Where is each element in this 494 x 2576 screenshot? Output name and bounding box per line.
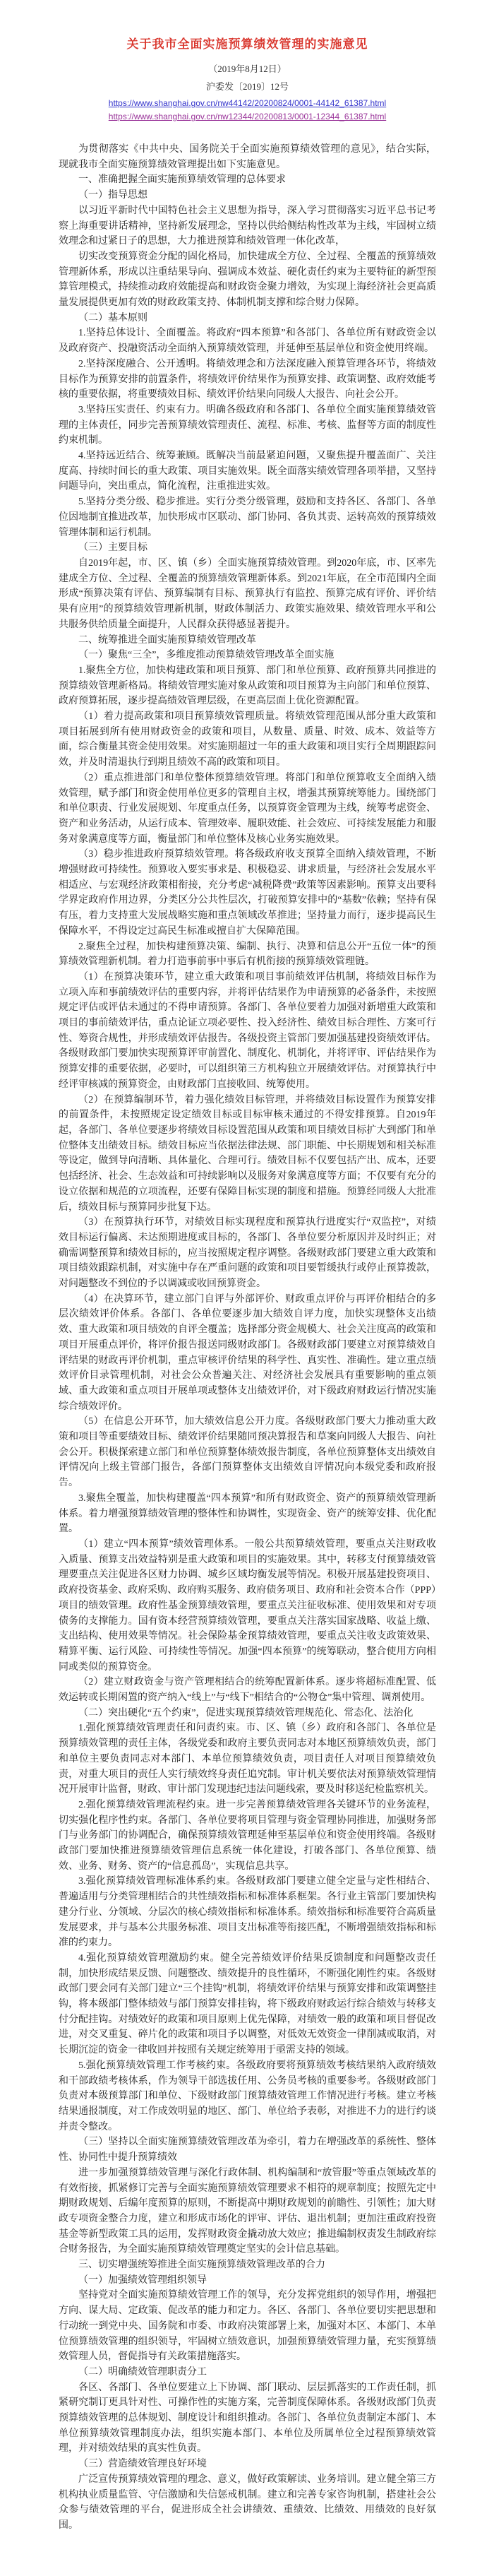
paragraph: 1.强化预算绩效管理责任和问责约束。市、区、镇（乡）政府和各部门、各单位是预算绩效管理的责任主体，各级党委和政府主要负责同志对本地区预算绩效负责，部门和单位主要负责同志对本部门、本单位预算绩效负责，项目责任人对项目预算绩效负责，对重大项目的责任人实行绩效终身责任追究制。审计机关要依法对预算绩效管理情况开展审计监督，财政、审计部门发现违纪违法问题线索，要及时移送纪检监察机关。 — [59, 1723, 436, 1796]
paragraph: 1.聚焦全方位，加快构建政策和项目预算、部门和单位预算、政府预算共同推进的预算绩效管理新格局。将绩效管理实施对象从政策和项目预算为主向部门和单位预算、政府预算拓展，逐步提高绩效管理层级，在更高层面上优化资源配置。 — [59, 665, 436, 707]
subsection-heading: （一）聚焦“三全”，多维度推动预算绩效管理改革全面实施 — [78, 650, 335, 661]
paragraph: 1.坚持总体设计、全面覆盖。将政府“四本预算”和各部门、各单位所有财政资金以及政府资产、投融资活动全面纳入预算绩效管理，并延伸至基层单位和资金使用终端。 — [59, 328, 436, 355]
paragraph: 广泛宣传预算绩效管理的理念、意义，做好政策解读、业务培训。建立健全第三方机构执业质量监管、守信激励和失信惩戒机制。建立和完善专家咨询机制，搭建社会公众参与绩效管理的平台，促进形成全社会讲绩效、重绩效、比绩效、用绩效的良好氛围。 — [59, 2474, 436, 2531]
paragraph: 2.聚焦全过程，加快构建预算决策、编制、执行、决算和信息公开“五位一体”的预算绩效管理新机制。着力打造事前事中事后有机衔接的预算绩效管理链。 — [59, 941, 436, 968]
paragraph: （3）在预算执行环节，对绩效目标实现程度和预算执行进度实行“双监控”，对绩效目标运行偏离、未达预期进度或目标的，各部门、各单位要分析原因并及时纠正；对确需调整预算和绩效目标的，应当按照规定程序调整。各级财政部门要建立重大政策和项目绩效跟踪机制，对实施中存在严重问题的政策和项目要暂缓执行或停止预算拨款，对问题整改不到位的予以调减或收回预算资金。 — [59, 1217, 436, 1290]
paragraph: 2.坚持深度融合、公开透明。将绩效理念和方法深度融入预算管理各环节，将绩效目标作为预算安排的前置条件，将绩效评价结果作为预算安排、政策调整、政府效能考核的重要依据，将重要绩效目标、绩效评价结果向同级人大报告、向社会公开。 — [59, 358, 436, 400]
subsection-heading: （二）明确绩效管理职责分工 — [78, 2366, 207, 2378]
paragraph: 5.坚持分类分级、稳步推进。实行分类分级管理，鼓励和支持各区、各部门、各单位因地制宜推进改革，加快形成市区联动、部门协同、各负其责、运转高效的预算绩效管理体制和运行机制。 — [59, 497, 436, 538]
subsection-heading: （一）加强绩效管理组织领导 — [78, 2274, 207, 2286]
paragraph: 切实改变预算资金分配的固化格局，加快建成全方位、全过程、全覆盖的预算绩效管理新体系，形成以注重结果导向、强调成本效益、硬化责任约束为主要特征的新型预算管理模式，持续推动政府效能提高和财政资金聚力增效，为实现上海经济社会更高质量发展提供更加有效的财政政策支持、体制机制支撑和综合财力保障。 — [59, 251, 436, 309]
paragraph: 3.强化预算绩效管理标准体系约束。各级财政部门要建立健全定量与定性相结合、普遍适用与分类管理相结合的共性绩效指标和标准体系框架。各行业主管部门要加快构建分行业、分领域、分层次的核心绩效指标和标准体系。绩效指标和标准要符合高质量发展要求，并与基本公共服务标准、项目支出标准等衔接匹配，不断增强绩效指标和标准的约束力。 — [59, 1876, 436, 1949]
paragraph: （1）建立“四本预算”绩效管理体系。一般公共预算绩效管理，要重点关注财政收入质量、预算支出效益特别是重大政策和项目的实施效果。其中，转移支付预算绩效管理要重点关注促进各区财力协调、城乡区域均衡发展等情况。积极开展基建投资项目、政府投资基金、政府采购、政府购买服务、政府债务项目、政府和社会资本合作（PPP）项目的绩效管理。政府性基金预算绩效管理，要重点关注征收标准、使用效果和对专项债务的支撑能力。国有资本经营预算绩效管理，要重点关注落实国家战略、收益上缴、支出结构、使用效果等情况。社会保险基金预算绩效管理，要重点关注收支政策效果、精算平衡、运行风险、可持续性等情况。加强“四本预算”的统筹联动，整合使用方向相同或类似的预算资金。 — [59, 1538, 436, 1673]
source-link-2[interactable]: https://www.shanghai.gov.cn/nw12344/20200813/0001-12344_61387.html — [108, 112, 387, 121]
paragraph: 3.聚焦全覆盖，加快构建覆盖“四本预算”和所有财政资金、资产的预算绩效管理新体系。着力增强预算绩效管理的整体性和协调性，实现资金、资产的统筹安排、优化配置。 — [59, 1492, 436, 1535]
section-heading: 三、切实增强统筹推进全面实施预算绩效管理改革的合力 — [78, 2260, 325, 2271]
paragraph: 以习近平新时代中国特色社会主义思想为指导，深入学习贯彻落实习近平总书记考察上海重要讲话精神，坚持新发展理念，坚持以供给侧结构性改革为主线，牢固树立绩效理念和过紧日子的思想，大力推进预算和绩效管理一体化改革， — [59, 205, 436, 247]
subsection-heading: （三）营造绩效管理良好环境 — [78, 2459, 207, 2470]
paragraph: （2）重点推进部门和单位整体预算绩效管理。将部门和单位预算收支全面纳入绩效管理，赋予部门和资金使用单位更多的管理自主权，增强其预算统筹能力。围绕部门和单位职责、行业发展规划、年度重点任务，以预算资金管理为主线，统筹考虑资金、资产和业务活动，从运行成本、管理效率、履职效能、社会效应、可持续发展能力和服务对象满意度等方面，衡量部门和单位整体及核心业务实施效果。 — [59, 772, 436, 845]
paragraph: （3）稳步推进政府预算绩效管理。将各级政府收支预算全面纳入绩效管理，不断增强财政可持续性。预算收入要实事求是、积极稳妥、讲求质量，与经济社会发展水平相适应、与宏观经济政策相衔接，充分考虑“减税降费”政策等因素影响。预算支出要科学界定政府作用边界，分类区分公共性层次，打破预算安排中的“基数”依赖；坚持有保有压，着力支持重大发展战略实施和重点领域改革推进；坚持量力而行，逐步提高民生保障水平，不得设定过高民生标准或擅自扩大保障范围。 — [59, 849, 436, 937]
paragraph: 坚持党对全面实施预算绩效管理工作的领导，充分发挥党组织的领导作用，增强把方向、谋大局、定政策、促改革的能力和定力。各区、各部门、各单位要切实把思想和行动统一到党中央、国务院和市委、市政府决策部署上来，加强对本区、本部门、本单位预算绩效管理的组织领导，牢固树立绩效意识，加强预算绩效管理力量，充实预算绩效管理人员，督促指导有关政策措施落实。 — [59, 2290, 436, 2363]
paragraph: （4）在决算环节，建立部门自评与外部评价、财政重点评价与再评价相结合的多层次绩效评价体系。各部门、各单位要逐步加大绩效自评力度，加快实现整体支出绩效、重大政策和项目绩效的自评全覆盖；选择部分资金规模大、社会关注度高的政策和项目开展重点评价，将评价报告报送同级财政部门。各级财政部门要建立对预算绩效自评结果的财政再评价机制，重点审核评价结果的科学性、真实性、准确性。建立重点绩效评价目录管理机制，对社会公众普遍关注、对经济社会发展具有重要影响的重点领域、重大政策和重点项目开展单项或整体支出绩效评价，对下级政府财政运行情况实施综合绩效评价。 — [59, 1293, 436, 1412]
paragraph: 各区、各部门、各单位要建立上下协调、部门联动、层层抓落实的工作责任制，抓紧研究制订更具针对性、可操作性的实施方案，完善制度保障体系。各级财政部门负责预算绩效管理的总体规划、制度设计和组织推动。各部门、各单位负责制定本部门、本单位预算绩效管理制度办法，组织实施本部门、本单位及所属单位全过程预算绩效管理，并对绩效结果的真实性负责。 — [59, 2382, 436, 2455]
subsection-heading: （三）坚持以全面实施预算绩效管理改革为牵引，着力在增强改革的系统性、整体性、协同性中提升预算绩效 — [59, 2137, 436, 2164]
section-heading: 二、统筹推进全面实施预算绩效管理改革 — [78, 634, 256, 646]
document-number: 沪委发〔2019〕12号 — [205, 81, 289, 92]
subsection-heading: （二）基本原则 — [78, 312, 147, 324]
source-links — [59, 97, 436, 124]
document-title: 关于我市全面实施预算绩效管理的实施意见 — [126, 37, 368, 51]
subsection-heading: （三）主要目标 — [78, 542, 147, 554]
document-date: （2019年8月12日） — [208, 64, 287, 74]
paragraph: 为贯彻落实《中共中央、国务院关于全面实施预算绩效管理的意见》，结合实际，现就我市全面实施预算绩效管理提出如下实施意见。 — [59, 144, 436, 170]
subsection-heading: （一）指导思想 — [78, 190, 147, 201]
paragraph: 5.强化预算绩效管理工作考核约束。各级政府要将预算绩效考核结果纳入政府绩效和干部政绩考核体系，作为领导干部选拔任用、公务员考核的重要参考。各级财政部门负责对本级预算部门和单位、下级财政部门预算绩效管理工作情况进行考核。建立考核结果通报制度，对工作成效明显的地区、部门、单位给予表彰，对推进不力的进行约谈并责令整改。 — [59, 2060, 436, 2132]
paragraph: （2）建立财政资金与资产管理相结合的统筹配置新体系。逐步将超标准配置、低效运转或长期闲置的资产纳入“线上”与“线下”相结合的“公物仓”集中管理、调剂使用。 — [59, 1677, 436, 1704]
paragraph: 4.坚持远近结合、统筹兼顾。既解决当前最紧迫问题，又聚焦提升覆盖面广、关注度高、持续时间长的重大政策、项目实施效果。既全面落实绩效管理各项举措，又坚持问题导向，突出重点，简化流程，注重推进实效。 — [59, 451, 436, 492]
paragraph: 自2019年起，市、区、镇（乡）全面实施预算绩效管理。到2020年底，市、区率先建成全方位、全过程、全覆盖的预算绩效管理新体系。到2021年底，在全市范围内全面形成“预算决策有评估、预算编制有目标、预算执行有监控、预算完成有评价、评价结果有应用”的预算绩效管理新机制，财政体制活力、政策实施效果、绩效管理水平和公共服务供给质量全面提升，人民群众获得感显著提升。 — [59, 557, 436, 630]
subsection-heading: （二）突出硬化“五个约束”，促进实现预算绩效管理规范化、常态化、法治化 — [78, 1707, 414, 1719]
paragraph: 进一步加强预算绩效管理与深化行政体制、机构编制和“放管服”等重点领域改革的有效衔接，抓紧修订完善与全面实施预算绩效管理要求不相符的规章制度；按照先定中期财政规划、后编年度预算的原则，不断提高中期财政规划的前瞻性、引领性；加大财政专项资金整合力度，建立和形成市场化的评审、评估、退出机制；更加注重政府投资基金等新型政策工具的运用，发挥财政资金撬动放大效应；推进编制权责发生制政府综合财务报告，为全面实施预算绩效管理奠定坚实的会计信息基础。 — [59, 2167, 436, 2255]
paragraph: （2）在预算编制环节，着力强化绩效目标管理，并将绩效目标设置作为预算安排的前置条件，未按照规定设定绩效目标或目标审核未通过的不得安排预算。自2019年起，各部门、各单位要逐步将绩效目标设置范围从政策和项目绩效目标扩大到部门和单位整体支出绩效目标。绩效目标应当依据法律法规、部门职能、中长期规划和相关标准等设定，做到导向清晰、具体量化、合理可行。绩效目标不仅要包括产出、成本，还要包括经济、社会、生态效益和可持续影响以及服务对象满意度等方面；不仅要有充分的设立依据和规范的立项流程，还要有保障目标实现的制度和措施。预算经同级人大批准后，绩效目标与预算同步批复下达。 — [59, 1094, 436, 1213]
paragraph: 2.强化预算绩效管理流程约束。进一步完善预算绩效管理各关键环节的业务流程，切实强化程序性约束。各部门、各单位要将项目管理与资金管理协同推进，加强财务部门与业务部门的协调配合，确保预算绩效管理延伸至基层单位和资金使用终端。各级财政部门要加快推进预算绩效管理信息系统一体化建设，打破各部门、各单位预算、绩效、业务、财务、资产的“信息孤岛”，实现信息共享。 — [59, 1799, 436, 1872]
section-heading: 一、准确把握全面实施预算绩效管理的总体要求 — [78, 174, 286, 186]
document-body — [59, 142, 436, 2534]
paragraph: 3.坚持压实责任、约束有力。明确各级政府和各部门、各单位全面实施预算绩效管理的主体责任，同步完善预算绩效管理责任、流程、标准、考核、监督等方面的制度性约束机制。 — [59, 404, 436, 446]
source-link-1[interactable]: https://www.shanghai.gov.cn/nw44142/20200824/0001-44142_61387.html — [108, 98, 387, 108]
paragraph: 4.强化预算绩效管理激励约束。健全完善绩效评价结果反馈制度和问题整改责任制，加快形成结果反馈、问题整改、绩效提升的良性循环，不断强化刚性约束。各级财政部门要会同有关部门建立“三个挂钩”机制，将绩效评价结果与预算安排和政策调整挂钩，将本级部门整体绩效与部门预算安排挂钩，将下级政府财政运行综合绩效与转移支付分配挂钩。对绩效好的政策和项目原则上优先保障，对绩效一般的政策和项目督促改进，对交叉重复、碎片化的政策和项目予以调整，对低效无效资金一律削减或取消，对长期沉淀的资金一律收回并按照有关规定统筹用于亟需支持的领域。 — [59, 1952, 436, 2056]
paragraph: （1）在预算决策环节，建立重大政策和项目事前绩效评估机制，将绩效目标作为立项入库和事前绩效评估的重要内容，并将评估结果作为申请预算的必备条件，未按照规定评估或评估未通过的不得申请预算。各部门、各单位要着力加强对新增重大政策和项目的事前绩效评估，重点论证立项必要性、投入经济性、绩效目标合理性、方案可行性、筹资合规性，并形成绩效评估报告。各级投资主管部门要加强基建投资绩效评估。各级财政部门要加快实现预算评审前置化、制度化、机制化，并将评审、评估结果作为预算安排的重要依据，必要时，可以组织第三方机构独立开展绩效评估。对预算执行中经评审核减的预算资金，由财政部门直接收回、统筹使用。 — [59, 971, 436, 1090]
paragraph: （5）在信息公开环节，加大绩效信息公开力度。各级财政部门要大力推动重大政策和项目等重要绩效目标、绩效评价结果随同预决算报告和草案向同级人大报告、向社会公开。积极探索建立部门和单位预算整体绩效报告制度，各单位预算整体支出绩效自评情况向上级主管部门报告，各部门预算整体支出绩效自评情况向本级党委和政府报告。 — [59, 1416, 436, 1489]
paragraph: （1）着力提高政策和项目预算绩效管理质量。将绩效管理范围从部分重大政策和项目拓展到所有使用财政资金的政策和项目，从数量、质量、时效、成本、效益等方面，综合衡量其资金使用效果。对实施期超过一年的重大政策和项目实行全周期跟踪问效，并及时清退执行到期且绩效不高的政策和项目。 — [59, 711, 436, 768]
